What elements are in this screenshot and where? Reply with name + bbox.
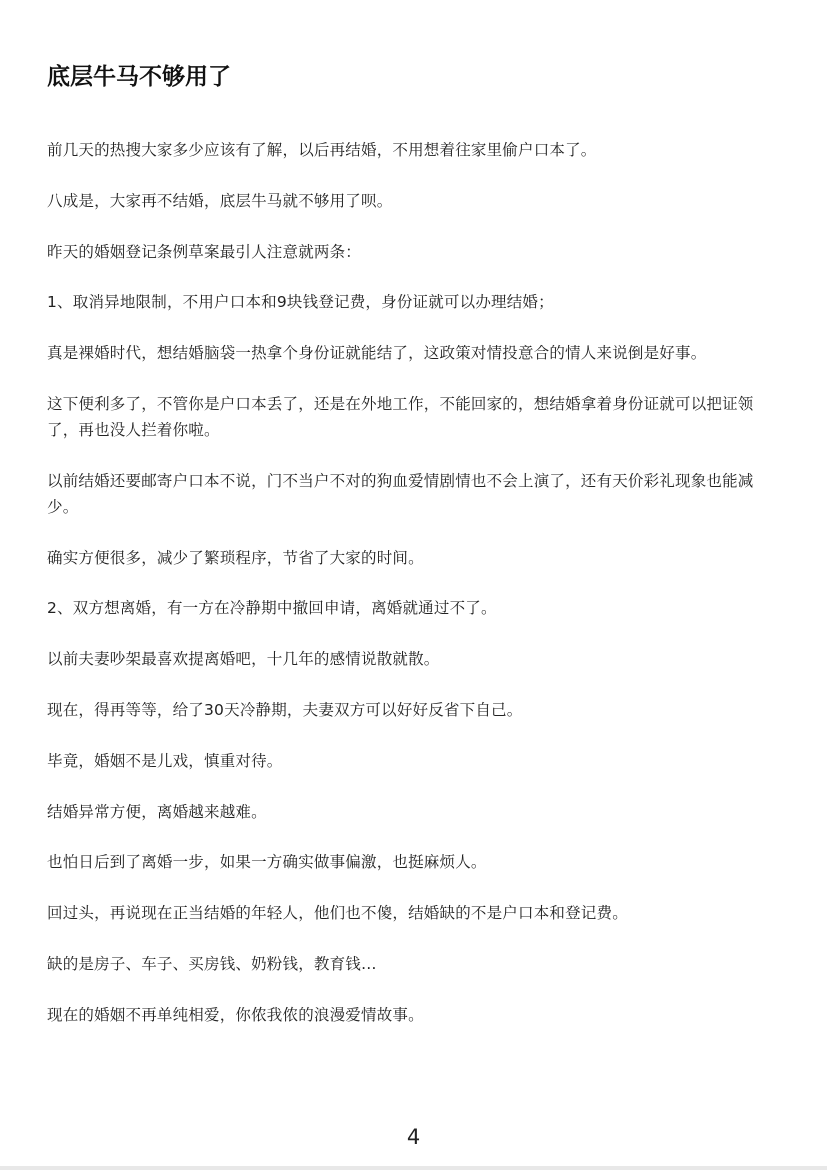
paragraph: 1、取消异地限制，不用户口本和9块钱登记费，身份证就可以办理结婚； (47, 293, 554, 312)
paragraph: 确实方便很多，减少了繁琐程序，节省了大家的时间。 (47, 548, 424, 567)
paragraph: 2、双方想离婚，有一方在冷静期中撤回申请，离婚就通过不了。 (47, 599, 497, 618)
paragraph: 八成是，大家再不结婚，底层牛马就不够用了呗。 (47, 191, 393, 210)
document-body (47, 137, 782, 1053)
paragraph: 这下便利多了，不管你是户口本丢了，还是在外地工作，不能回家的，想结婚拿着身份证就可以把证领了，再也没人拦着你啦。 (47, 394, 754, 439)
paragraph: 昨天的婚姻登记条例草案最引人注意就两条： (47, 242, 362, 261)
paragraph: 毕竟，婚姻不是儿戏，慎重对待。 (47, 751, 283, 770)
paragraph: 缺的是房子、车子、买房钱、奶粉钱，教育钱… (47, 954, 377, 973)
paragraph: 也怕日后到了离婚一步，如果一方确实做事偏激，也挺麻烦人。 (47, 853, 487, 872)
paragraph: 以前结婚还要邮寄户口本不说，门不当户不对的狗血爱情剧情也不会上演了，还有天价彩礼现象也能减少。 (47, 471, 754, 516)
paragraph: 现在，得再等等，给了30天冷静期，夫妻双方可以好好反省下自己。 (47, 700, 523, 719)
paragraph: 以前夫妻吵架最喜欢提离婚吧，十几年的感情说散就散。 (47, 650, 440, 669)
paragraph: 结婚异常方便，离婚越来越难。 (47, 802, 267, 821)
page-number: 4 (406, 1125, 421, 1149)
document-title: 底层牛马不够用了 (47, 64, 231, 90)
paragraph: 真是裸婚时代，想结婚脑袋一热拿个身份证就能结了，这政策对情投意合的情人来说倒是好事。 (47, 344, 707, 363)
paragraph: 回过头，再说现在正当结婚的年轻人，他们也不傻，结婚缺的不是户口本和登记费。 (47, 904, 628, 923)
paragraph: 现在的婚姻不再单纯相爱，你侬我侬的浪漫爱情故事。 (47, 1005, 424, 1024)
page-bottom-divider (0, 1166, 827, 1170)
paragraph: 前几天的热搜大家多少应该有了解，以后再结婚，不用想着往家里偷户口本了。 (47, 141, 597, 159)
